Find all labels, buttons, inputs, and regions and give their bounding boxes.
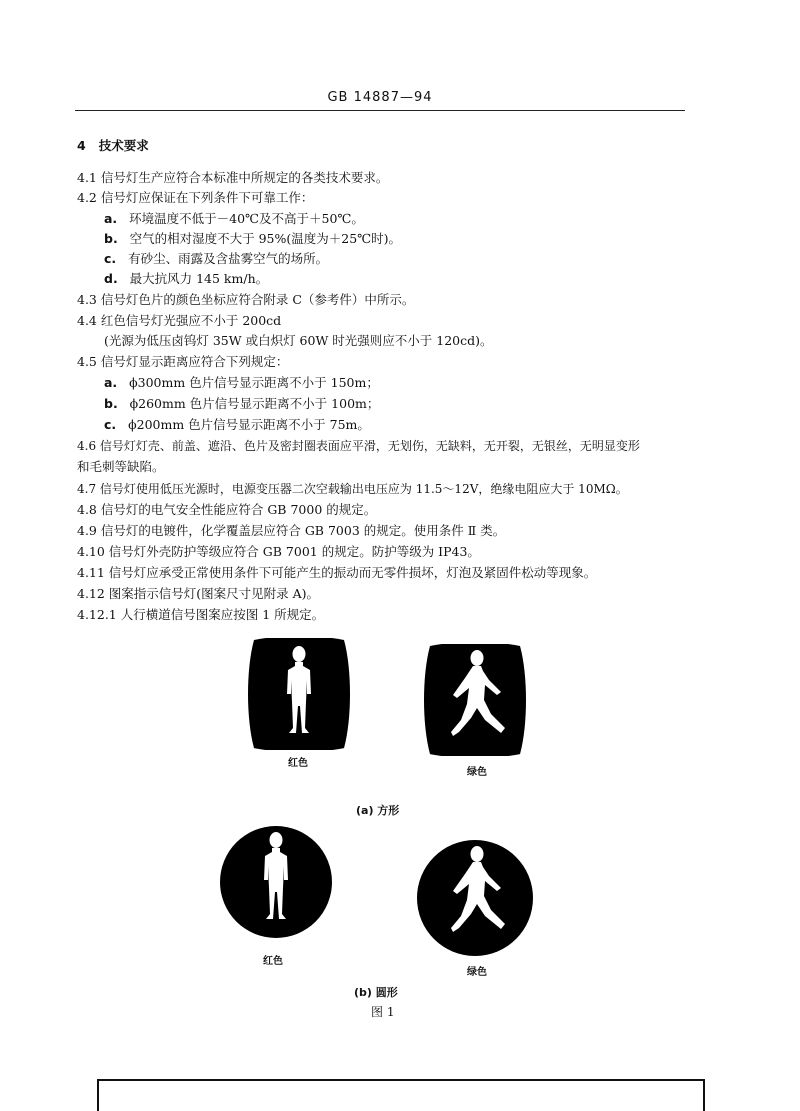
clause-4-6: 4.6 信号灯灯壳、前盖、遮沿、色片及密封圈表面应平滑，无划伤，无缺料，无开裂，无银丝，无明显变形	[77, 439, 640, 453]
round-red-lamp	[220, 826, 332, 938]
list-text: 环境温度不低于－40℃及不高于＋50℃。	[129, 211, 364, 226]
clause-4-7: 4.7 信号灯使用低压光源时，电源变压器二次空载输出电压应为 11.5～12V，绝缘电阻应大于 10MΩ。	[77, 482, 628, 496]
clause-4-8: 4.8 信号灯的电气安全性能应符合 GB 7000 的规定。	[77, 502, 377, 517]
clause-4-5-c	[104, 417, 370, 433]
clause-4-9: 4.9 信号灯的电镀件，化学覆盖层应符合 GB 7003 的规定。使用条件 Ⅱ 类。	[77, 523, 506, 538]
red-label-a: 红色	[288, 758, 308, 769]
list-text: ϕ260mm 色片信号显示距离不小于 100m；	[129, 396, 380, 411]
figure-b-caption: (b) 圆形	[354, 986, 398, 999]
header-rule	[75, 110, 685, 111]
clause-4-12-1: 4.12.1 人行横道信号图案应按图 1 所规定。	[77, 607, 325, 622]
page-header: GB 14887—94	[327, 90, 433, 105]
green-label-b: 绿色	[467, 967, 487, 978]
list-label: a.	[104, 375, 118, 390]
clause-4-2-d	[104, 271, 268, 287]
clause-4-12: 4.12 图案指示信号灯(图案尺寸见附录 A)。	[77, 586, 320, 601]
list-text: 最大抗风力 145 km/h。	[129, 271, 269, 286]
list-label: c.	[104, 417, 117, 432]
square-green-lamp	[420, 644, 530, 756]
list-label: a.	[104, 211, 118, 226]
clause-4-5: 4.5 信号灯显示距离应符合下列规定：	[77, 354, 289, 369]
clause-4-4: 4.4 红色信号灯光强应不小于 200cd	[77, 313, 282, 328]
list-label: b.	[104, 231, 118, 246]
list-text: 空气的相对湿度不大于 95%(温度为＋25℃时)。	[129, 231, 402, 246]
bottom-frame	[97, 1079, 705, 1111]
figure-title: 图 1	[371, 1005, 395, 1019]
clause-4-2: 4.2 信号灯应保证在下列条件下可靠工作：	[77, 190, 314, 205]
section-title-text: 技术要求	[98, 138, 149, 153]
list-text: ϕ200mm 色片信号显示距离不小于 75m。	[128, 417, 370, 432]
section-title	[77, 138, 149, 154]
list-label: b.	[104, 396, 118, 411]
list-label: c.	[104, 251, 117, 266]
clause-4-4-note: (光源为低压卤钨灯 35W 或白炽灯 60W 时光强则应不小于 120cd)。	[104, 333, 493, 348]
clause-4-5-b	[104, 396, 379, 412]
green-label-a: 绿色	[467, 767, 487, 778]
clause-4-3: 4.3 信号灯色片的颜色坐标应符合附录 C（参考件）中所示。	[77, 292, 415, 307]
section-number: 4	[77, 138, 86, 153]
round-green-lamp	[417, 840, 533, 956]
list-text: 有砂尘、雨露及含盐雾空气的场所。	[128, 251, 329, 266]
clause-4-11: 4.11 信号灯应承受正常使用条件下可能产生的振动而无零件损坏，灯泡及紧固件松动等现象。	[77, 565, 597, 580]
clause-4-1: 4.1 信号灯生产应符合本标准中所规定的各类技术要求。	[77, 170, 389, 185]
clause-4-5-a	[104, 375, 379, 391]
clause-4-2-b	[104, 231, 401, 247]
red-label-b: 红色	[263, 956, 283, 967]
clause-4-2-c	[104, 251, 328, 267]
list-label: d.	[104, 271, 118, 286]
clause-4-2-a	[104, 211, 364, 227]
figure-a-caption: (a) 方形	[356, 804, 400, 817]
list-text: ϕ300mm 色片信号显示距离不小于 150m；	[129, 375, 379, 390]
clause-4-10: 4.10 信号灯外壳防护等级应符合 GB 7001 的规定。防护等级为 IP43。	[77, 544, 480, 559]
square-red-lamp	[244, 638, 354, 750]
clause-4-6-cont: 和毛刺等缺陷。	[77, 459, 165, 474]
